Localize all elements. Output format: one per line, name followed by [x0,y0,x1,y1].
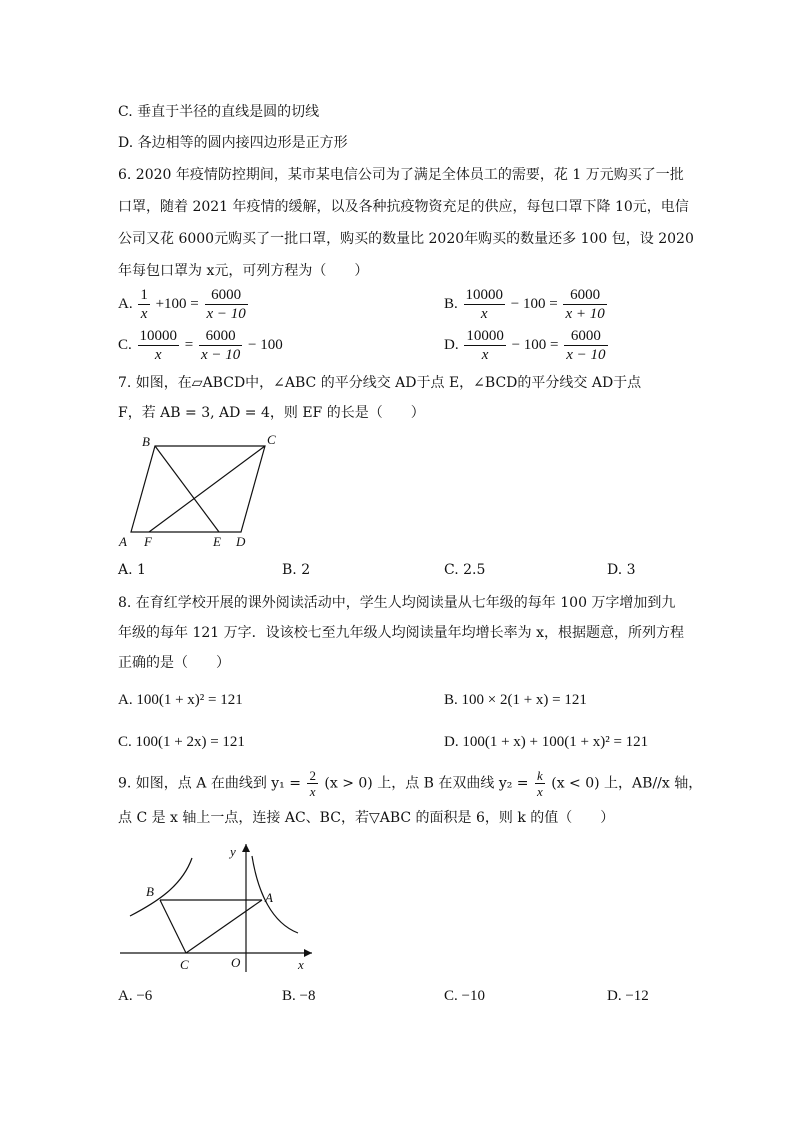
q8-stem-line-2: 年级的每年 121 万字．设该校七至九年级人均阅读量年均增长率为 x，根据题意，所列方程 [118,625,684,641]
fraction-denominator: x [480,306,488,322]
q8-option-d: D. 100(1 + x) + 100(1 + x)² = 121 [444,734,649,750]
q9-option-d: D. −12 [607,988,649,1004]
q9-text-part-1: 9. 如图，点 A 在曲线到 y₁ = [118,775,301,792]
q7-parallelogram-figure [112,430,292,552]
fraction-denominator: x [140,306,148,322]
q9-hyperbola-figure [112,838,322,976]
fraction-denominator: x + 10 [565,306,605,322]
q6-stem-line-1: 6. 2020 年疫情防控期间，某市某电信公司为了满足全体员工的需要，花 1 万元购买了一批 [118,167,684,183]
label-b: B [146,884,154,899]
q8-stem-line-1: 8. 在育红学校开展的课外阅读活动中，学生人均阅读量从七年级的每年 100 万字增加到九 [118,595,676,611]
option-label: B. [444,295,458,312]
segment-ac [186,900,262,953]
label-b: B [142,434,150,449]
label-o: O [231,955,241,970]
equation-middle: − 100 = [510,295,558,312]
label-f: F [144,534,152,549]
fraction-numerator: 6000 [564,327,607,346]
q9-text-part-2: (x > 0) 上，点 B 在双曲线 y₂ = [324,775,529,792]
fraction-denominator: x − 10 [206,306,246,322]
q6-stem-line-2: 口罩，随着 2021 年疫情的缓解，以及各种抗疫物资充足的供应，每包口罩下降 10元，电信 [118,199,689,215]
q5-option-c: C. 垂直于半径的直线是圆的切线 [118,104,320,120]
label-d: D [236,534,246,549]
q6-option-d [444,327,610,364]
q8-option-a: A. 100(1 + x)² = 121 [118,692,243,708]
label-a: A [265,890,273,905]
q6-stem-line-3: 公司又花 6000元购买了一批口罩，购买的数量比 2020年购买的数量还多 100 包，设 2020 [118,231,694,247]
q9-option-b: B. −8 [282,988,316,1004]
equation-tail: − 100 [248,336,283,353]
fraction-denominator: x [481,347,489,363]
q7-stem-line-1: 7. 如图，在▱ABCD中，∠ABC 的平分线交 AD于点 E，∠BCD的平分线交 AD于点 [118,375,642,391]
bisector-be [155,446,219,532]
fraction-numerator: 6000 [199,327,242,346]
y-axis-arrow-icon [242,844,250,852]
label-a: A [119,534,127,549]
option-label: D. [444,336,459,353]
q8-stem-line-3: 正确的是（ ） [118,655,230,671]
q9-text-part-3: (x < 0) 上，AB//x 轴， [551,775,703,792]
label-y: y [230,844,236,859]
fraction-numerator: 1 [140,287,148,303]
q7-stem-line-2: F，若 AB = 3, AD = 4，则 EF 的长是（ ） [118,405,425,421]
fraction-numerator: 10000 [466,328,504,344]
fraction-numerator: 10000 [139,328,178,344]
fraction-denominator: x [154,347,162,363]
fraction-denominator: x − 10 [200,347,241,363]
fraction-numerator: k [537,768,543,783]
q6-option-c [118,327,283,364]
fraction-numerator: 6000 [563,286,606,305]
q7-option-a: A. 1 [118,562,146,578]
q9-option-c: C. −10 [444,988,485,1004]
q8-option-b: B. 100 × 2(1 + x) = 121 [444,692,587,708]
label-c: C [267,432,276,447]
label-e: E [213,534,221,549]
q9-option-a: A. −6 [118,988,153,1004]
parallelogram-abcd [131,446,265,532]
fraction-numerator: 2 [309,768,316,783]
label-x: x [298,957,304,972]
fraction-denominator: x − 10 [566,347,606,363]
fraction-denominator: x [537,784,543,799]
option-label: A. [118,295,133,312]
hyperbola-branch-right [252,856,298,933]
equation-middle: = [184,336,194,353]
q5-option-d: D. 各边相等的圆内接四边形是正方形 [118,135,348,151]
bisector-cf [149,446,265,532]
q7-option-c: C. 2.5 [444,562,486,578]
fraction-numerator: 10000 [465,287,504,303]
fraction-numerator: 6000 [205,286,248,305]
q6-option-b [444,286,609,323]
q7-option-b: B. 2 [282,562,311,578]
x-axis-arrow-icon [304,949,312,957]
segment-bc [160,900,186,953]
option-label: C. [118,336,132,353]
q9-stem-line-2: 点 C 是 x 轴上一点，连接 AC、BC，若▽ABC 的面积是 6，则 k 的值（ ） [118,810,615,826]
label-c: C [180,957,189,972]
fraction-denominator: x [309,784,316,799]
q9-stem-line-1 [118,768,702,799]
q8-option-c: C. 100(1 + 2x) = 121 [118,734,245,750]
q6-option-a [118,286,250,323]
equation-middle: +100 = [155,295,199,312]
hyperbola-branch-left [130,858,192,916]
q6-stem-line-4: 年每包口罩为 x元，可列方程为（ ） [118,263,369,279]
equation-middle: − 100 = [511,336,559,353]
q7-option-d: D. 3 [607,562,636,578]
